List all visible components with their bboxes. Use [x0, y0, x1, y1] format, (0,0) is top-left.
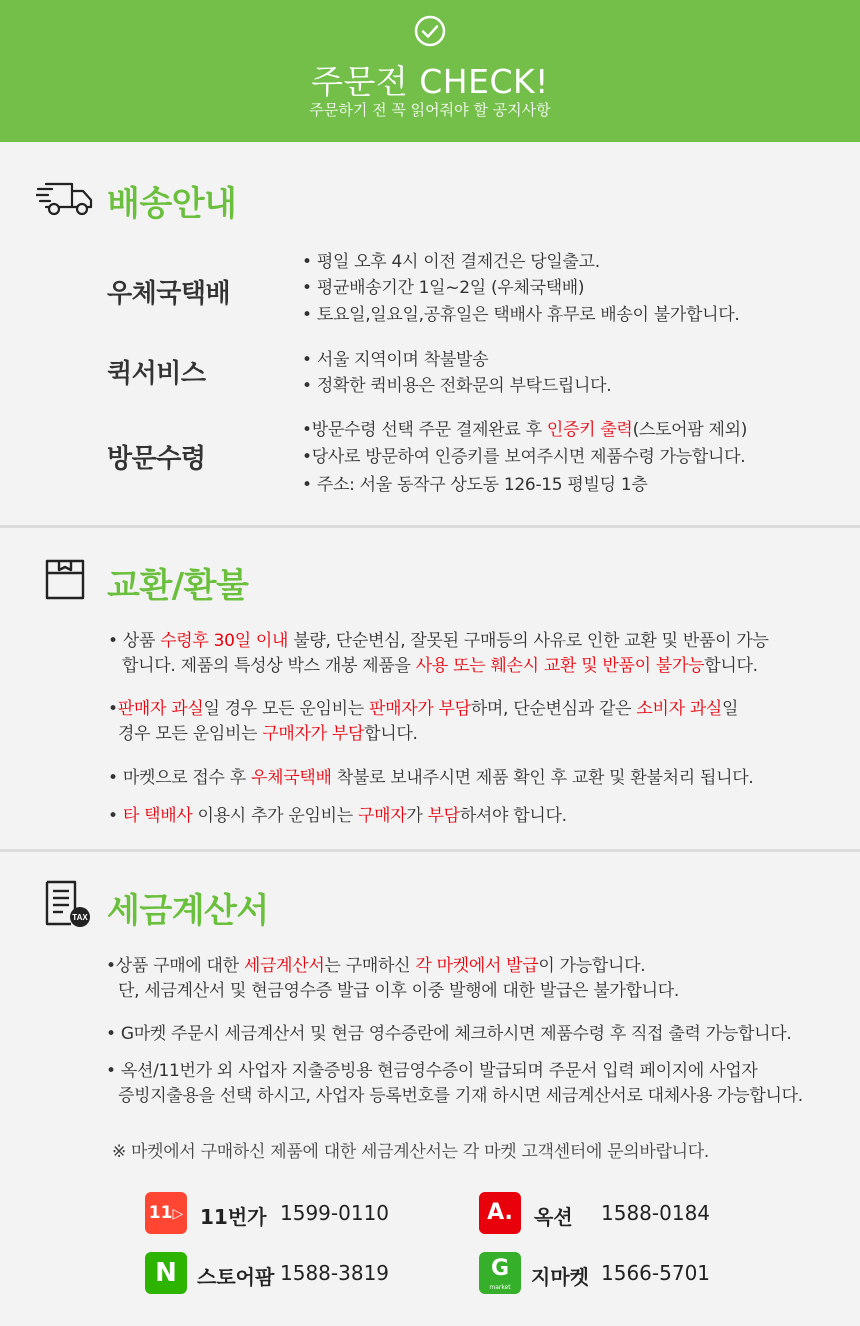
text-segment: 합니다.: [704, 656, 758, 676]
gmarket-logo-sub: market: [489, 1284, 511, 1291]
delivery-post-line-1: • 평일 오후 4시 이전 결제건은 당일출고.: [302, 252, 600, 272]
text-segment: 합니다. 제품의 특성상 박스 개봉 제품을: [122, 656, 416, 676]
text-segment: 일: [722, 699, 739, 719]
tax-item-3-line-1: • 옥션/11번가 외 사업자 지출증빙용 현금영수증이 발급되며 주문서 입력 페이지에 사업자: [106, 1061, 758, 1081]
check-circle-icon: [414, 15, 446, 47]
text-segment: •상품 구매에 대한: [106, 956, 244, 976]
text-segment: 일 경우 모든 운임비는: [203, 699, 369, 719]
gmarket-logo-text: G: [490, 1256, 510, 1281]
box-icon: [45, 558, 85, 600]
delivery-quick-line-2: • 정확한 퀵비용은 전화문의 부탁드립니다.: [302, 376, 612, 396]
exchange-item-1-line-2: [122, 651, 758, 676]
text-segment: 하며, 단순변심과 같은: [470, 699, 637, 719]
page-subtitle: 주문하기 전 꼭 읽어줘야 할 공지사항: [309, 101, 551, 119]
contact-11st: [145, 1192, 405, 1234]
exchange-item-1-line-1: [108, 626, 769, 651]
tax-badge-text: TAX: [72, 913, 88, 922]
delivery-section-title: 배송안내: [107, 184, 237, 224]
highlight-segment: 인증키 출력: [546, 420, 633, 440]
gmarket-logo-icon: [479, 1252, 521, 1294]
auction-logo-text: A.: [487, 1200, 513, 1225]
header-banner: [0, 0, 860, 142]
exchange-item-3: [108, 763, 753, 788]
section-divider: [0, 849, 860, 852]
highlight-segment: 소비자 과실: [636, 699, 723, 719]
naver-logo-icon: [145, 1252, 187, 1294]
highlight-segment: 구매자: [357, 806, 407, 826]
text-segment: •방문수령 선택 주문 결제완료 후: [302, 420, 547, 440]
highlight-segment: 판매자가 부담: [368, 699, 471, 719]
text-segment: • 마켓으로 접수 후: [108, 768, 251, 788]
contact-storefarm: [145, 1252, 405, 1294]
naver-logo-text: N: [155, 1258, 177, 1288]
delivery-method-quick: 퀵서비스: [107, 359, 206, 389]
highlight-segment: 세금계산서: [243, 956, 325, 976]
auction-logo-icon: [479, 1192, 521, 1234]
highlight-segment: 사용 또는 훼손시 교환 및 반품이 불가능: [415, 656, 705, 676]
text-segment: •: [108, 806, 123, 826]
contact-phone: 1588-3819: [280, 1261, 390, 1285]
text-segment: 가: [406, 806, 428, 826]
highlight-segment: 수령후 30일 이내: [160, 631, 289, 651]
tax-note: ※ 마켓에서 구매하신 제품에 대한 세금계산서는 각 마켓 고객센터에 문의바랍니다.: [112, 1142, 710, 1162]
contact-phone: 1588-0184: [601, 1201, 711, 1225]
highlight-segment: 우체국택배: [251, 768, 332, 788]
contact-name: 옥션: [534, 1205, 573, 1229]
delivery-post-line-2: • 평균배송기간 1일~2일 (우체국택배): [302, 278, 585, 298]
page-title: 주문전 CHECK!: [311, 62, 549, 101]
11st-logo-icon: 11▷: [145, 1192, 187, 1234]
highlight-segment: 판매자 과실: [117, 699, 204, 719]
exchange-item-2-line-2: [118, 719, 418, 744]
tax-item-1-line-2: 단, 세금계산서 및 현금영수증 발급 이후 이중 발행에 대한 발급은 불가합니다.: [118, 981, 680, 1001]
delivery-visit-line-3: • 주소: 서울 동작구 상도동 126-15 평빌딩 1층: [302, 475, 648, 495]
delivery-visit-line-1: [302, 415, 747, 440]
contact-name: 스토어팜: [197, 1265, 275, 1289]
text-segment: 이용시 추가 운임비는: [192, 806, 358, 826]
tax-document-icon: [45, 880, 91, 928]
text-segment: 불량, 단순변심, 잘못된 구매등의 사유로 인한 교환 및 반품이 가능: [288, 631, 769, 651]
tax-item-3-line-2: 증빙지출용을 선택 하시고, 사업자 등록번호를 기재 하시면 세금계산서로 대체사용 가능합니다.: [118, 1086, 803, 1106]
text-segment: 하셔야 합니다.: [459, 806, 567, 826]
delivery-quick-line-1: • 서울 지역이며 착불발송: [302, 350, 489, 370]
contact-gmarket: [479, 1252, 729, 1294]
contact-name: 11번가: [200, 1205, 267, 1229]
delivery-visit-line-2: •당사로 방문하여 인증키를 보여주시면 제품수령 가능합니다.: [302, 447, 746, 467]
exchange-item-4: [108, 801, 567, 826]
delivery-method-post: 우체국택배: [107, 279, 231, 309]
section-divider: [0, 525, 860, 528]
highlight-segment: 타 택배사: [122, 806, 193, 826]
contact-auction: [479, 1192, 729, 1234]
contact-phone: 1566-5701: [601, 1261, 711, 1285]
delivery-truck-icon: [36, 182, 94, 216]
text-segment: •: [108, 699, 118, 719]
delivery-method-visit: 방문수령: [107, 444, 206, 474]
text-segment: • 상품: [108, 631, 161, 651]
tax-section-title: 세금계산서: [107, 891, 269, 931]
text-segment: 는 구매하신: [324, 956, 416, 976]
11st-logo-text: 11: [148, 1203, 173, 1223]
text-segment: 경우 모든 운임비는: [118, 724, 263, 744]
tax-item-2: • G마켓 주문시 세금계산서 및 현금 영수증란에 체크하시면 제품수령 후 직접 출력 가능합니다.: [106, 1024, 792, 1044]
exchange-section-title: 교환/환불: [107, 566, 249, 606]
text-segment: 합니다.: [364, 724, 418, 744]
delivery-post-line-3: • 토요일,일요일,공휴일은 택배사 휴무로 배송이 불가합니다.: [302, 305, 740, 325]
text-segment: 착불로 보내주시면 제품 확인 후 교환 및 환불처리 됩니다.: [331, 768, 754, 788]
highlight-segment: 부담: [427, 806, 460, 826]
contact-phone: 1599-0110: [280, 1201, 390, 1225]
highlight-segment: 각 마켓에서 발급: [415, 956, 539, 976]
text-segment: 이 가능합니다.: [538, 956, 646, 976]
highlight-segment: 구매자가 부담: [262, 724, 365, 744]
tax-item-1-line-1: [106, 951, 645, 976]
contact-name: 지마켓: [531, 1265, 589, 1289]
text-segment: (스토어팜 제외): [632, 420, 748, 440]
exchange-item-2-line-1: [108, 694, 738, 719]
